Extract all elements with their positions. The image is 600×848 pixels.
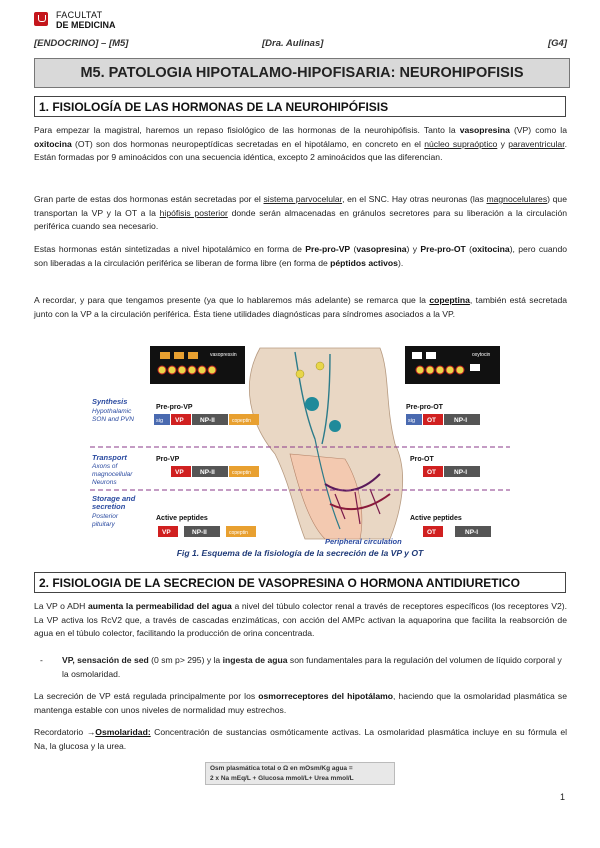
fig-prepro-ot: Pre-pro-OT: [406, 404, 443, 411]
fig-np1-2: NP-I: [454, 469, 467, 476]
paragraph-3: Estas hormonas están sintetizadas a nivel hipotalámico en forma de Pre-pro-VP (vasopresina) y Pre-pro-OT (oxitocina), pero cuando son liberadas a la circulación periférica se liberan de forma libre (en forma de péptidos activos).: [34, 244, 568, 268]
page-title: M5. PATOLOGIA HIPOTALAMO-HIPOFISARIA: NEUROHIPOFISIS: [34, 58, 570, 88]
formula-line-1: Osm plasmática total o Ω en mOsm/Kg agua =: [210, 765, 353, 772]
page-number: 1: [560, 792, 566, 802]
fig-synthesis-sub2: SON and PVN: [92, 416, 134, 423]
fig-copeptin-1: copeptin: [232, 418, 251, 424]
figure-caption: Fig 1. Esquema de la fisiología de la secreción de la VP y OT: [176, 548, 424, 558]
paragraph-1: Para empezar la magistral, haremos un repaso fisiológico de las hormonas de la neurohipófisis. Tanto la vasopresina (VP) como la oxitocina (OT) son dos hormonas neuropeptídicas secretadas en el hipotálamo, en concreto en el núcleo supraóptico y paraventricular. Están formadas por 9 aminoácidos con una secuencia idéntica, excepto 2 aminoácidos que las diferencian.: [34, 125, 567, 163]
fig-sig-ot: sig: [408, 418, 416, 424]
university-shield-icon: [34, 12, 48, 26]
fig-storage: Storage and: [92, 494, 136, 503]
header-center: [Dra. Aulinas]: [262, 38, 324, 49]
section-2-paragraph-2: La secreción de VP está regulada principalmente por los osmorreceptores del hipotálamo, haciendo que la osmolaridad plasmática se mantenga estable con unos niveles de normalidad muy estrechos.: [34, 691, 567, 715]
fig-sig: sig: [156, 418, 164, 424]
fig-active-2: Active peptides: [410, 515, 462, 522]
osmolarity-formula-box: [205, 762, 395, 785]
section-2-heading: 2. FISIOLOGIA DE LA SECRECION DE VASOPRESINA O HORMONA ANTIDIURETICO: [34, 572, 566, 593]
fig-pro-vp: Pro-VP: [156, 456, 180, 463]
bullet-item: VP, sensación de sed (0 sm p> 295) y la ingesta de agua son fundamentales para la regulación del volumen de líquido corporal y la osmolaridad.: [62, 655, 562, 679]
fig-prepro-vp: Pre-pro-VP: [156, 404, 193, 411]
fig-storage2: secretion: [92, 502, 126, 511]
paragraph-2: Gran parte de estas dos hormonas están secretadas por el sistema parvocelular, en el SNC. Hay otras neuronas (las magnocelulares) que transportan la VP y la OT a la hipófisis posterior donde serán almacenadas en gránulos secretores para su liberación a la circulación periférica cuando sea necesario.: [34, 194, 568, 232]
fig-transport-sub1: Axons of: [92, 463, 118, 470]
header-right: [G4]: [548, 38, 567, 49]
fig-storage-sub1: Posterior: [92, 513, 119, 520]
header-left: [ENDOCRINO] – [M5]: [34, 38, 129, 49]
vp-ot-physiology-figure: [90, 344, 510, 546]
logo-line-2: DE MEDICINA: [56, 20, 116, 30]
section-2-paragraph-1: La VP o ADH aumenta la permeabilidad del agua a nivel del túbulo colector renal a través de receptores específicos (los receptores V2). La VP activa los RcV2 que, a través de cascadas enzimáticas, con acción del AMPc activan la aquaporina que facilita la reabsorción de agua en el túbulo colector, facilitando la producción de orina concentrada.: [34, 601, 568, 639]
fig-active-1: Active peptides: [156, 515, 208, 522]
fig-peripheral-label: Peripheral circulation: [325, 537, 402, 546]
bullet-dash: -: [40, 655, 43, 665]
fig-synthesis: Synthesis: [92, 397, 128, 406]
fig-vasopressin-label: vasopressin: [210, 352, 237, 358]
fig-ot-1: OT: [427, 417, 437, 424]
formula-line-2: 2 x Na mEq/L + Glucosa mmol/L+ Urea mmol/L: [210, 775, 354, 782]
fig-vp-3: VP: [162, 529, 171, 536]
fig-copeptin-3: copeptin: [229, 530, 248, 536]
section-1-heading: 1. FISIOLOGÍA DE LAS HORMONAS DE LA NEUROHIPÓFISIS: [34, 96, 566, 117]
fig-np2-2: NP-II: [200, 469, 215, 476]
fig-copeptin-2: copeptin: [232, 470, 251, 476]
fig-vp-1: VP: [175, 417, 184, 424]
paragraph-4: A recordar, y para que tengamos presente (ya que lo hablaremos más adelante) se remarca que la copeptina, también está secretada junto con la VP a la circulación periférica. Ésta tiene utilidades diagnósticas para síndromes asociados a la VP.: [34, 295, 568, 319]
fig-transport-sub2: magnocellular: [92, 471, 133, 478]
fig-storage-sub2: pituitary: [92, 521, 115, 528]
fig-np1-1: NP-I: [454, 417, 467, 424]
logo-line-1: FACULTAT: [56, 10, 103, 20]
fig-np2-3: NP-II: [192, 529, 207, 536]
fig-np1-3: NP-I: [465, 529, 478, 536]
fig-transport: Transport: [92, 453, 127, 462]
fig-vp-2: VP: [175, 469, 184, 476]
section-2-paragraph-3: Recordatorio →Osmolaridad: Concentración de sustancias osmóticamente activas. La osmolaridad plasmática incluye en su fórmula el Na, la glucosa y la urea.: [34, 727, 568, 751]
fig-ot-3: OT: [427, 529, 437, 536]
fig-ot-2: OT: [427, 469, 437, 476]
fig-pro-ot: Pro-OT: [410, 456, 434, 463]
fig-oxytocin-label: oxytocin: [472, 352, 491, 358]
fig-np2-1: NP-II: [200, 417, 215, 424]
fig-synthesis-sub1: Hypothalamic: [92, 408, 132, 415]
fig-transport-sub3: Neurons: [92, 479, 117, 486]
